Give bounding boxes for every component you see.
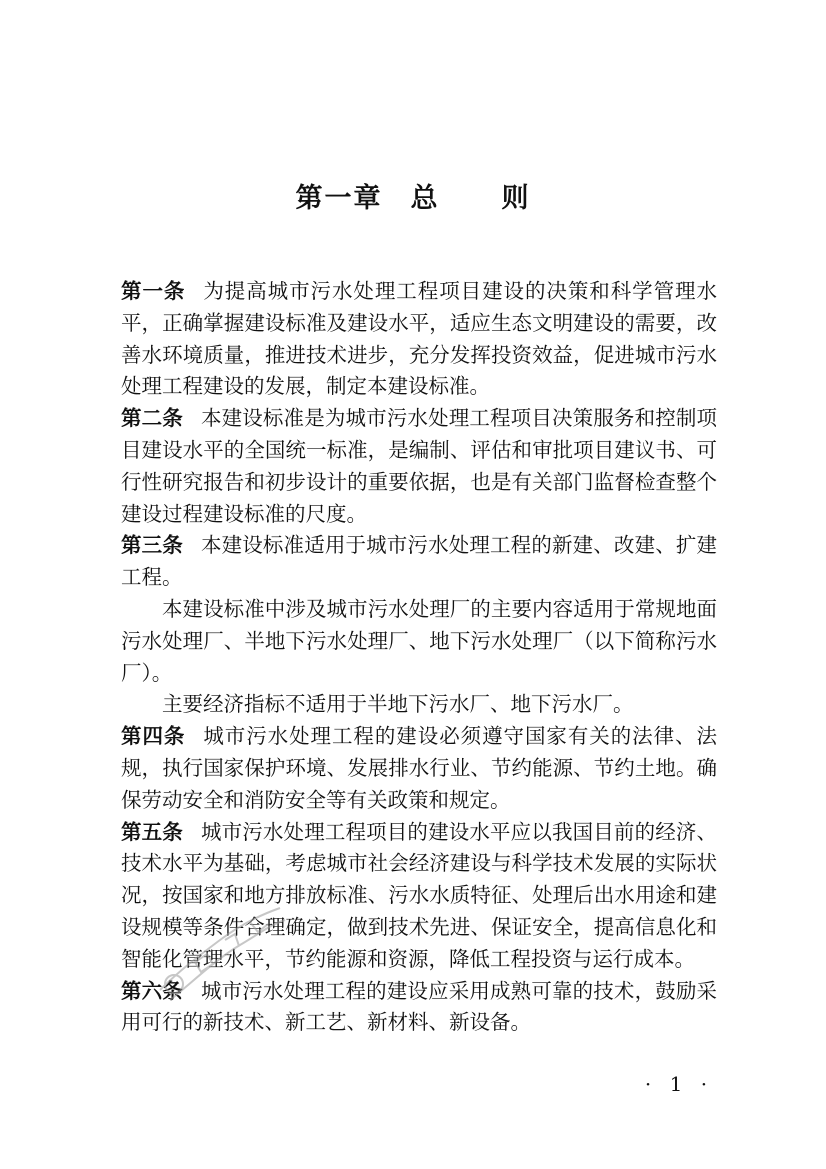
article-label: 第五条 bbox=[121, 819, 183, 844]
article-text: 城市污水处理工程的建设必须遵守国家有关的法律、法规，执行国家保护环境、发展排水行业、节约能源、节约土地。确保劳动安全和消防安全等有关政策和规定。 bbox=[121, 724, 717, 812]
chapter-word-2: 则 bbox=[501, 183, 531, 214]
article-label: 第二条 bbox=[121, 406, 183, 431]
article-3 bbox=[121, 530, 717, 594]
article-text: 本建设标准适用于城市污水处理工程的新建、改建、扩建工程。 bbox=[121, 533, 718, 590]
article-label: 第一条 bbox=[121, 279, 186, 303]
article-text: 城市污水处理工程的建设应采用成熟可靠的技术，鼓励采用可行的新技术、新工艺、新材料、新设备。 bbox=[121, 978, 718, 1035]
article-1 bbox=[121, 276, 717, 403]
article-2 bbox=[121, 403, 717, 530]
article-text: 城市污水处理工程项目的建设水平应以我国目前的经济、技术水平为基础，考虑城市社会经济建设与科学技术发展的实际状况，按国家和地方排放标准、污水水质特征、处理后出水用途和建设规模等条件合理确定，做到技术先进、保证安全，提高信息化和智能化管理水平，节约能源和资源，降低工程投资与运行成本。 bbox=[121, 819, 718, 971]
page-number: · 1 · bbox=[644, 1072, 714, 1096]
article-3-paragraph: 主要经济指标不适用于半地下污水厂、地下污水厂。 bbox=[162, 692, 634, 717]
article-3-paragraph: 本建设标准中涉及城市污水处理厂的主要内容适用于常规地面污水处理厂、半地下污水处理厂、地下污水处理厂（以下简称污水厂）。 bbox=[121, 596, 717, 685]
chapter-title bbox=[0, 176, 826, 215]
article-text: 本建设标准是为城市污水处理工程项目决策服务和控制项目建设水平的全国统一标准，是编制、评估和审批项目建议书、可行性研究报告和初步设计的重要依据，也是有关部门监督检查整个建设过程建设标准的尺度。 bbox=[121, 406, 718, 526]
article-4 bbox=[121, 721, 717, 816]
article-label: 第六条 bbox=[121, 978, 183, 1003]
chapter-word-1: 总 bbox=[410, 183, 440, 214]
article-label: 第三条 bbox=[121, 533, 183, 558]
stamp-watermark-icon bbox=[140, 900, 290, 1010]
article-label: 第四条 bbox=[121, 724, 186, 749]
article-text: 为提高城市污水处理工程项目建设的决策和科学管理水平，正确掌握建设标准及建设水平，适应生态文明建设的需要，改善水环境质量，推进技术进步，充分发挥投资效益，促进城市污水处理工程建设的发展，制定本建设标准。 bbox=[121, 279, 717, 399]
chapter-number: 第一章 bbox=[295, 183, 383, 214]
